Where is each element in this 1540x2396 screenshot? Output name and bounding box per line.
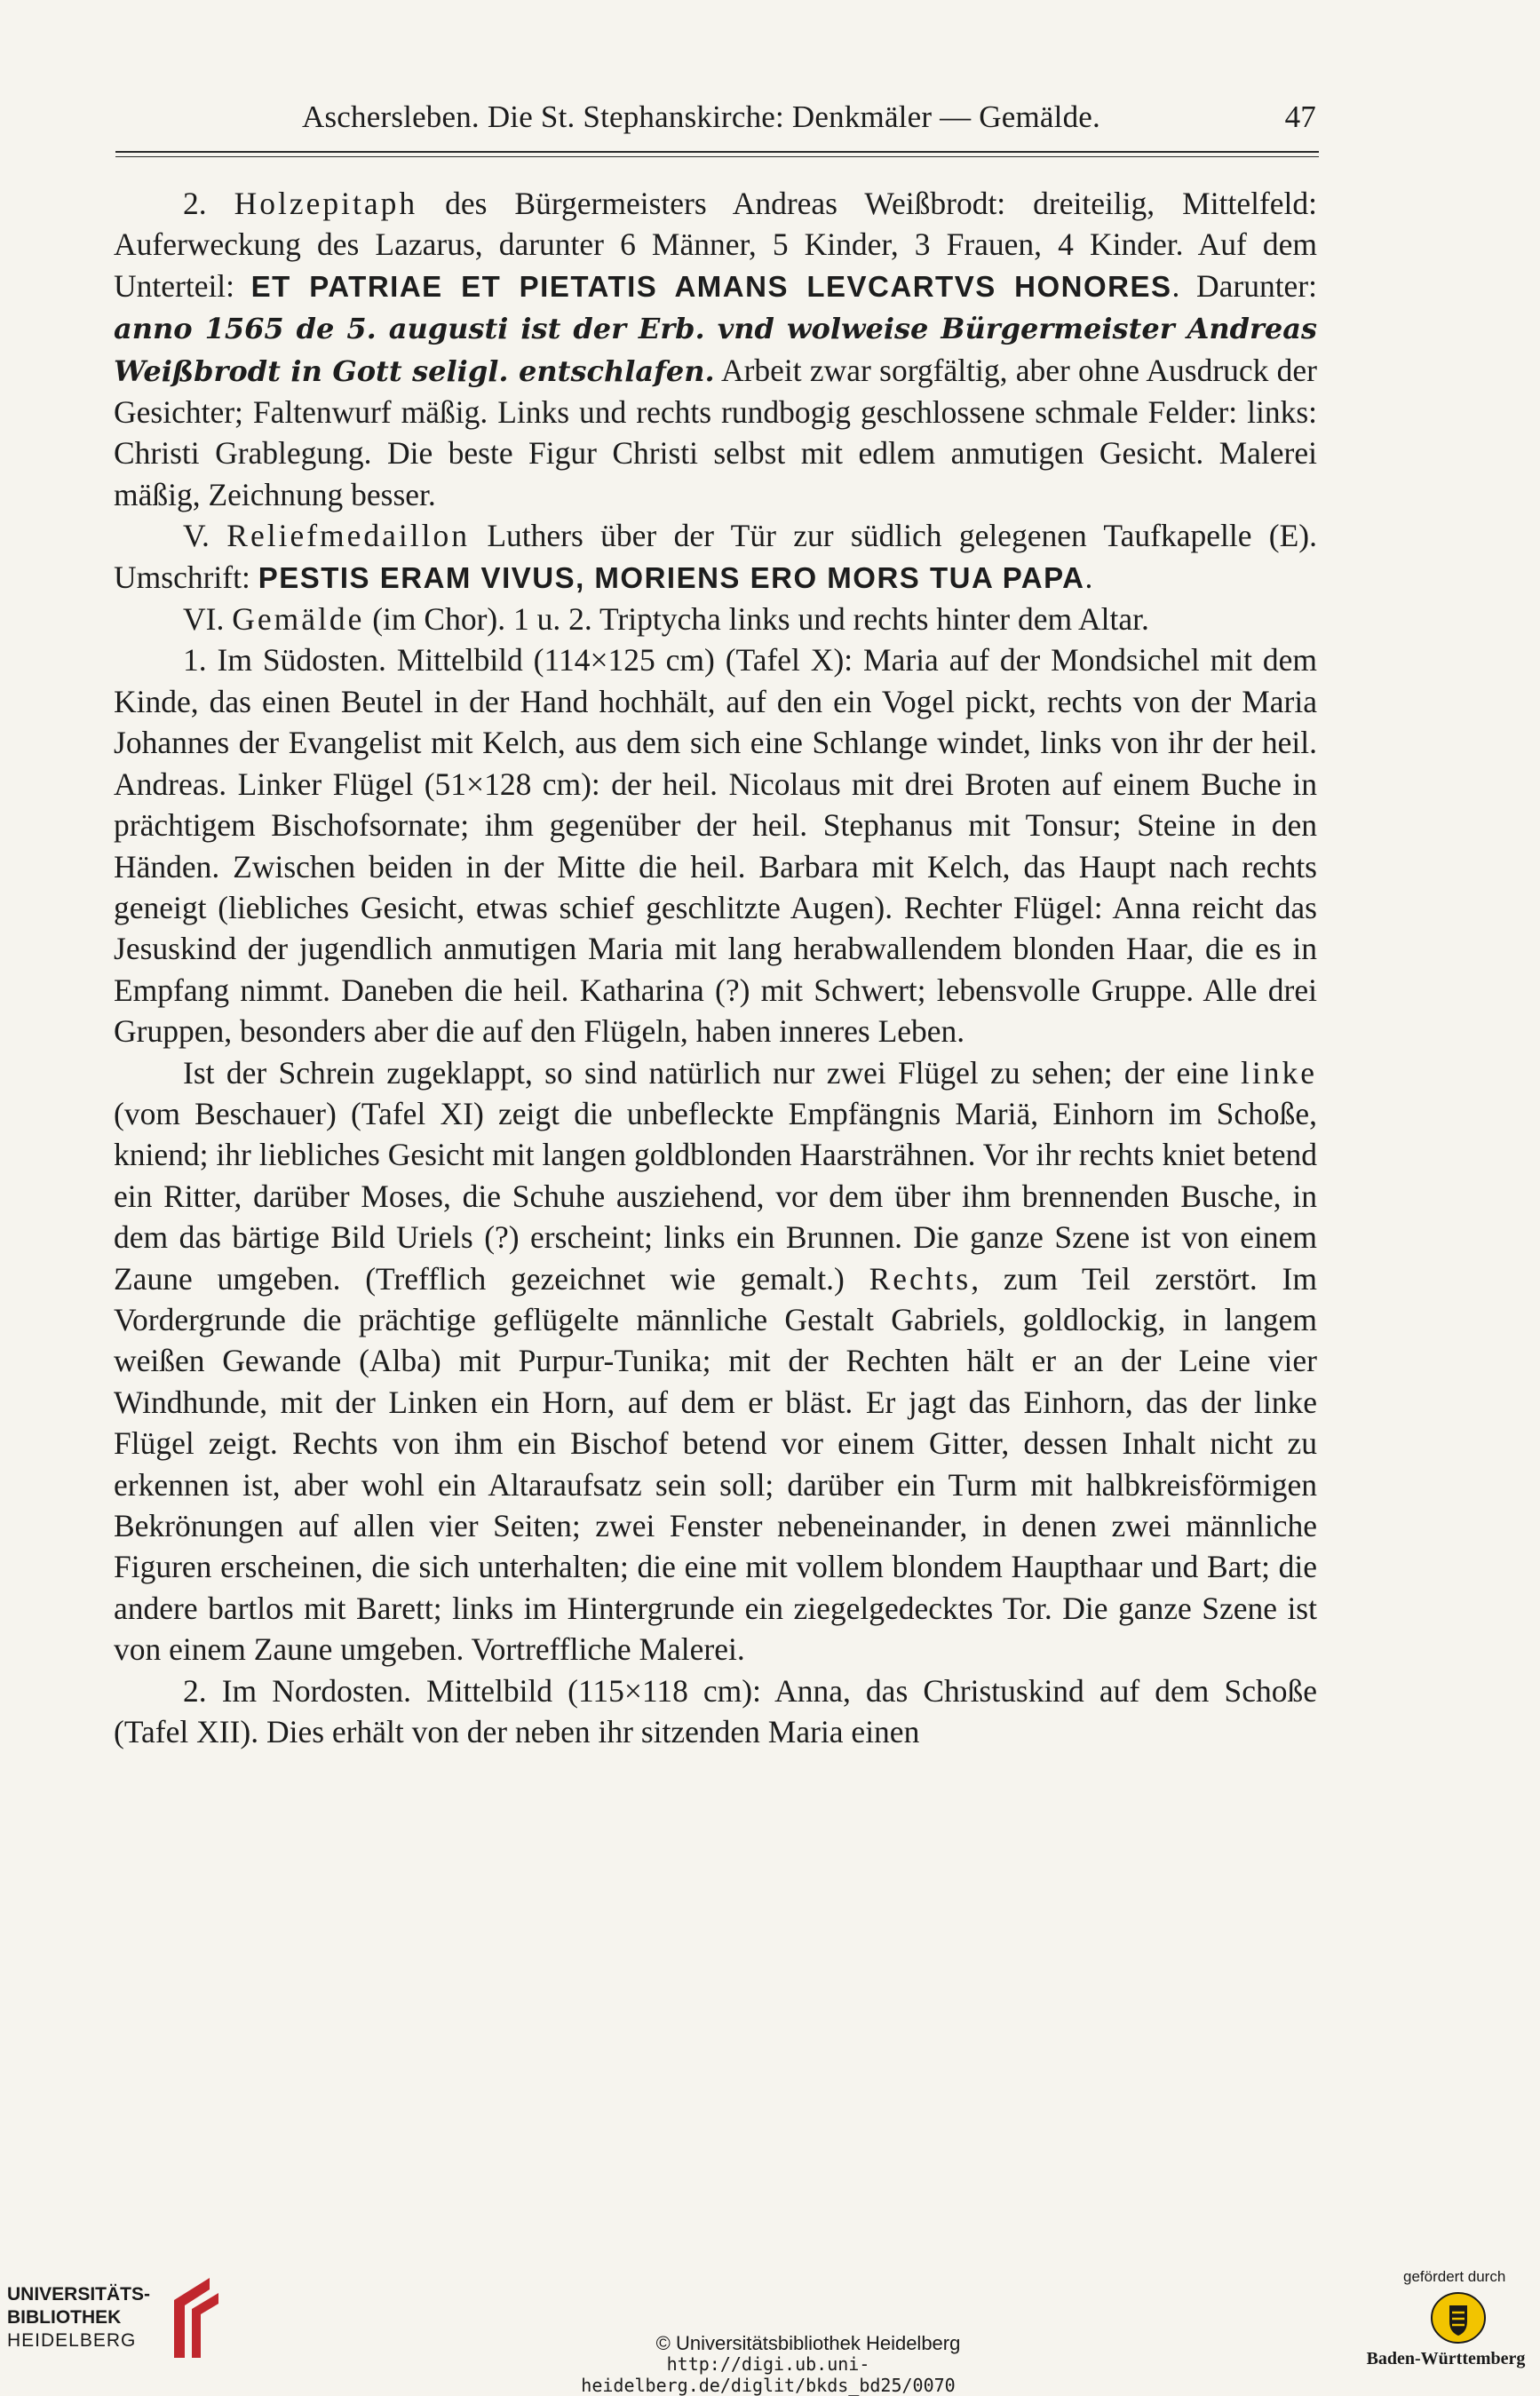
text-run: Luthers über der Tür zur südlich gelegenen Taufkapelle (E). Umschrift: — [114, 518, 1318, 595]
library-name-line1: UNIVERSITÄTS- — [7, 2284, 151, 2305]
inscription-text: PESTIS ERAM VIVUS, MORIENS ERO MORS TUA PAPA — [258, 560, 1085, 594]
sponsor-name: Baden-Württemberg — [1366, 2349, 1526, 2368]
library-name-line2: BIBLIOTHEK — [7, 2307, 122, 2328]
copyright-notice: © Universitätsbibliothek Heidelberg — [655, 2332, 961, 2354]
text-run: 2. — [183, 186, 234, 221]
text-run: des Bürgermeisters Andreas Weißbrodt: dreiteilig, Mittelfeld: Auferweckung des Lazarus, darunter 6 Männer, 5 Kinder, 3 Frauen, 4 Kinder. Auf dem Unterteil: — [114, 186, 1318, 304]
library-name-line3: HEIDELBERG — [7, 2330, 137, 2351]
paragraph — [114, 1670, 1317, 1753]
footer — [0, 2247, 1540, 2396]
text-run: . Darunter: — [1171, 267, 1317, 304]
paragraph — [114, 183, 1317, 515]
spaced-term: Holzepitaph — [234, 186, 418, 221]
text-run: V. — [183, 518, 227, 554]
funded-by-label: gefördert durch — [1403, 2268, 1506, 2285]
header-rule-thin — [115, 156, 1319, 157]
text-run: 1. Im Südosten. Mittelbild (114×125 cm) (Tafel X): Maria auf der Mondsichel mit dem Kinde, das einen Beutel in der Hand hochhält, auf den ein Vogel pickt, rechts von der Maria Johannes der Evangelist mit Kelch, aus dem sich eine Schlange windet, links von ihr der heil. Andreas. Linker Flügel (51×128 cm): der heil. Nicolaus mit drei Broten auf einem Buche in prächtigem Bischofsornate; ihm gegenüber der heil. Stephanus mit Tonsur; Steine in den Händen. Zwischen beiden in der Mitte die heil. Barbara mit Kelch, das Haupt nach rechts geneigt (liebliches Gesicht, etwas schief geschlitzte Augen). Rechter Flügel: Anna reicht das Jesuskind der jugendlich anmutigen Maria mit lang herabwallendem blonden Haar, die es in Empfang nimmt. Daneben die heil. Katharina (?) mit Schwert; lebensvolle Gruppe. Alle drei Gruppen, besonders aber die auf den Flügeln, haben inneres Leben. — [114, 642, 1317, 1050]
text-run: , zum Teil zerstört. Im Vordergrunde die prächtige geflügelte männliche Gestalt Gabriels, goldlockig, in langem weißen Gewande (Alba) mit Purpur-Tunika; mit der Rechten hält er an der Leine vier Windhunde, mit der Linken ein Horn, auf dem er bläst. Er jagt das Einhorn, das der linke Flügel zeigt. Rechts von ihm ein Bischof betend vor einem Gitter, dessen Inhalt nicht zu erkennen ist, aber wohl ein Altaraufsatz sein soll; darüber ein Turm mit halbkreisförmigen Bekrönungen auf allen vier Seiten; zwei Fenster nebeneinander, in denen zwei männliche Figuren erscheinen, die sich unterhalten; die eine mit vollem blondem Haupthaar und Bart; die andere bartlos mit Barett; links im Hintergrunde ein ziegelgedecktes Tor. Die ganze Szene ist von einem Zaune umgeben. Vortreffliche Malerei. — [114, 1260, 1317, 1668]
baden-wuerttemberg-seal-icon — [1430, 2289, 1487, 2346]
spaced-term: Gemälde — [232, 601, 365, 638]
header-rule — [115, 151, 1319, 153]
spaced-term: linke — [1241, 1054, 1317, 1091]
library-logo[interactable] — [7, 2284, 238, 2364]
paragraph — [114, 639, 1317, 1051]
blackletter-inscription: anno 1565 de 5. augusti ist der Erb. vnd wolweise Bürgermeister Andreas Weißbrodt in Gott seligl. entschlafen. — [114, 312, 1317, 388]
spaced-term: Rechts — [869, 1260, 972, 1297]
paragraph — [114, 1052, 1317, 1670]
text-run: Ist der Schrein zugeklappt, so sind natürlich nur zwei Flügel zu sehen; der eine — [183, 1054, 1242, 1091]
text-run: (vom Beschauer) (Tafel XI) zeigt die unbefleckte Empfängnis Mariä, Einhorn im Schoße, kniend; ihr liebliches Gesicht mit langen goldblonden Haarsträhnen. Vor ihr rechts kniet betend ein Ritter, darüber Moses, die Schuhe ausziehend, vor dem über ihm brennenden Busche, in dem das bärtige Bild Uriels (?) erscheint; links ein Brunnen. Die ganze Szene ist von einem Zaune umgeben. (Trefflich gezeichnet wie gemalt.) — [114, 1095, 1317, 1297]
text-run: (im Chor). 1 u. 2. Triptycha links und rechts hinter dem Altar. — [364, 601, 1149, 638]
header-title: Aschersleben. Die St. Stephanskirche: Denkmäler — Gemälde. — [302, 99, 1100, 134]
body-text — [114, 183, 1317, 1752]
text-run: 2. Im Nordosten. Mittelbild (115×118 cm): Anna, das Christuskind auf dem Schoße (Tafel XII). Dies erhält von der neben ihr sitzenden Maria einen — [114, 1672, 1317, 1750]
library-emblem-icon — [165, 2273, 227, 2362]
spaced-term: Reliefmedaillon — [226, 518, 471, 554]
page-number: 47 — [1284, 99, 1316, 134]
paragraph — [114, 515, 1317, 599]
text-run: . — [1084, 559, 1093, 595]
paragraph — [114, 599, 1317, 639]
source-url-link[interactable]: http://digi.ub.uni-heidelberg.de/diglit/bkds_bd25/0070 — [581, 2353, 956, 2396]
text-run: Arbeit zwar sorgfältig, aber ohne Ausdruck der Gesichter; Faltenwurf mäßig. Links und rechts rundbogig geschlossene schmale Felder: links: Christi Grablegung. Die beste Figur Christi selbst mit edlem anmutigen Gesicht. Malerei mäßig, Zeichnung besser. — [114, 352, 1318, 512]
inscription-text: ET PATRIAE ET PIETATIS AMANS LEVCARTVS HONORES — [250, 269, 1172, 303]
text-run: VI. — [183, 601, 233, 638]
